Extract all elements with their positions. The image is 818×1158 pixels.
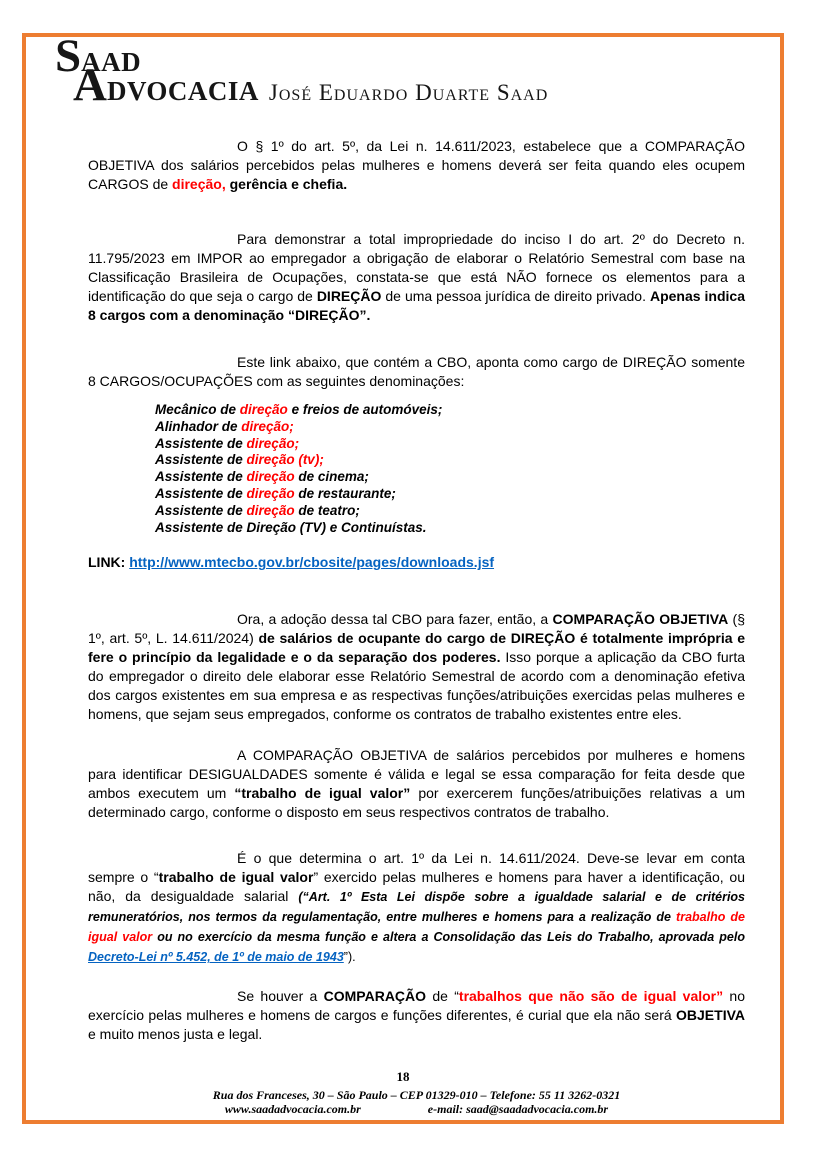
- list-item: [155, 419, 745, 436]
- text-run: (“Art. 1º Esta Lei dispõe sobre a igualdade salarial e de critérios remuneratórios, nos termos da regulamentação, entre mulheres e homens para a realização de: [88, 890, 746, 925]
- text-run: ” exercido pelas mulheres e homens para haver a identificação, ou não, da desigualdade salarial: [88, 869, 745, 905]
- paragraph: [88, 137, 745, 194]
- list-item: [155, 520, 745, 537]
- text-run: OBJETIVA: [676, 1007, 745, 1024]
- text-run: de uma pessoa jurídica de direito privado.: [381, 288, 650, 304]
- paragraph: [88, 849, 745, 967]
- footer-email: e-mail: saad@saadadvocacia.com.br: [427, 1102, 609, 1116]
- text-run: É o que determina o art. 1º da Lei n. 14.611/2024. Deve-se levar em conta sempre o “: [88, 850, 745, 886]
- text-run: A COMPARAÇÃO OBJETIVA de salários percebidos por mulheres e homens para identificar DESIGUALDADES somente é válida e legal se essa comparação for feita desde que ambos executem um: [88, 747, 745, 802]
- text-run: COMPARAÇÃO: [323, 988, 427, 1005]
- text-run: Isso porque a aplicação da CBO furta do empregador o direito dele elaborar esse Relatório Semestral de acordo com a denominação efetiva dos cargos existentes em sua empresa e as respectivas funções/atribuições exercidas pelas mulheres e homens, que sejam seus empregados, conforme os contratos de trabalho existentes entre eles.: [88, 649, 746, 723]
- text-run: COMPARAÇÃO OBJETIVA: [552, 611, 729, 628]
- logo-rest-aad: AAD: [81, 47, 142, 77]
- text-run: ”).: [343, 950, 356, 965]
- text-run: de teatro;: [294, 502, 360, 518]
- paragraph: [88, 610, 745, 724]
- page-number: 18: [396, 1069, 410, 1084]
- text-run: por exercerem funções/atribuições relativas a um determinado cargo, conforme o disposto em seus respectivos contratos de trabalho.: [88, 785, 745, 821]
- text-run: Ora, a adoção dessa tal CBO para fazer, então, a: [237, 611, 553, 628]
- footer-address: Rua dos Franceses, 30 – São Paulo – CEP 01329-010 – Telefone: 55 11 3262-0321: [212, 1088, 621, 1102]
- logo-rest-dvocacia: DVOCACIA: [106, 76, 259, 106]
- text-run: O § 1º do art. 5º, da Lei n. 14.611/2023, estabelece que a COMPARAÇÃO OBJETIVA dos salários percebidos pelas mulheres e homens deverá ser feita quando eles ocupem CARGOS de: [88, 138, 745, 192]
- text-run: de cinema;: [294, 469, 369, 485]
- text-run: direção (tv);: [246, 452, 324, 468]
- logo-initial-a: A: [73, 59, 107, 111]
- paragraph: [88, 353, 745, 391]
- footer-contacts: [88, 1102, 745, 1116]
- paragraph: [88, 746, 745, 822]
- text-run: “trabalho de igual valor”: [234, 785, 411, 802]
- page-footer: [88, 1088, 745, 1116]
- text-run: Para demonstrar a total impropriedade do inciso I do art. 2º do Decreto n. 11.795/2023 em IMPOR ao empregador a obrigação de elaborar o Relatório Semestral com base na Classificação Brasileira de Ocupações, constata-se que está NÃO fornece os elementos para a identificação do que seja o cargo de: [88, 231, 745, 304]
- decreto-lei-5452-link[interactable]: Decreto-Lei nº 5.452, de 1º de maio de 1943: [88, 950, 344, 965]
- letterhead-logo: [55, 30, 549, 111]
- logo-word-advocacia: [73, 59, 549, 111]
- text-run: (§ 1º, art. 5º, L. 14.611/2024): [88, 611, 745, 647]
- text-run: direção: [246, 469, 295, 485]
- text-run: Assistente de: [155, 452, 247, 468]
- list-item: [155, 486, 745, 503]
- logo-initial-s: S: [55, 30, 82, 82]
- text-run: Alinhador de: [155, 418, 242, 434]
- text-run: direção;: [241, 418, 294, 434]
- text-run: trabalho de igual valor: [158, 869, 314, 886]
- list-item: [155, 469, 745, 486]
- text-run: Apenas indica 8 cargos com a denominação “DIREÇÃO”.: [88, 288, 745, 323]
- text-run: DIREÇÃO: [316, 288, 382, 304]
- text-run: no exercício pelas mulheres e homens de cargos e funções diferentes, é curial que ela não será: [88, 988, 746, 1024]
- document-body: [88, 137, 745, 1044]
- text-run: direção,: [172, 176, 226, 192]
- text-run: direção: [246, 485, 295, 501]
- text-run: de salários de ocupante do cargo de DIREÇÃO é totalmente imprópria e fere o princípio da legalidade e o da separação dos poderes.: [88, 630, 745, 666]
- text-run: trabalhos que não são de igual valor”: [458, 988, 724, 1005]
- text-run: trabalho de igual valor: [88, 910, 745, 945]
- text-run: Assistente de: [155, 502, 247, 518]
- text-run: Assistente de: [155, 469, 247, 485]
- text-run: Este link abaixo, que contém a CBO, aponta como cargo de DIREÇÃO somente 8 CARGOS/OCUPAÇÕES com as seguintes denominações:: [88, 354, 745, 389]
- list-item: [155, 503, 745, 520]
- text-run: Assistente de: [155, 435, 247, 451]
- footer-website: www.saadadvocacia.com.br: [224, 1102, 361, 1116]
- cargo-list: [155, 402, 745, 536]
- text-run: direção;: [246, 435, 300, 451]
- list-item: [155, 452, 745, 469]
- text-run: direção: [239, 402, 288, 417]
- attorney-name: José Eduardo Duarte Saad: [268, 80, 549, 105]
- text-run: de restaurante;: [294, 485, 396, 501]
- cbo-downloads-link[interactable]: http://www.mtecbo.gov.br/cbosite/pages/downloads.jsf: [129, 554, 495, 571]
- paragraph: [88, 230, 745, 325]
- text-run: e freios de automóveis;: [287, 402, 443, 417]
- link-line: [88, 553, 745, 572]
- list-item: [155, 402, 745, 419]
- list-item: [155, 436, 745, 453]
- text-run: Assistente de Direção (TV) e Continuístas.: [155, 519, 427, 535]
- text-run: Mecânico de: [155, 402, 240, 417]
- text-run: de “: [426, 988, 459, 1005]
- text-run: Assistente de: [155, 485, 247, 501]
- text-run: ou no exercício da mesma função e altera a Consolidação das Leis do Trabalho, aprovada pelo: [152, 930, 745, 945]
- text-run: LINK:: [88, 554, 130, 571]
- text-run: e muito menos justa e legal.: [88, 1026, 263, 1043]
- text-run: Se houver a: [237, 988, 324, 1005]
- paragraph: [88, 987, 745, 1044]
- text-run: gerência e chefia.: [225, 176, 348, 192]
- text-run: direção: [246, 502, 295, 518]
